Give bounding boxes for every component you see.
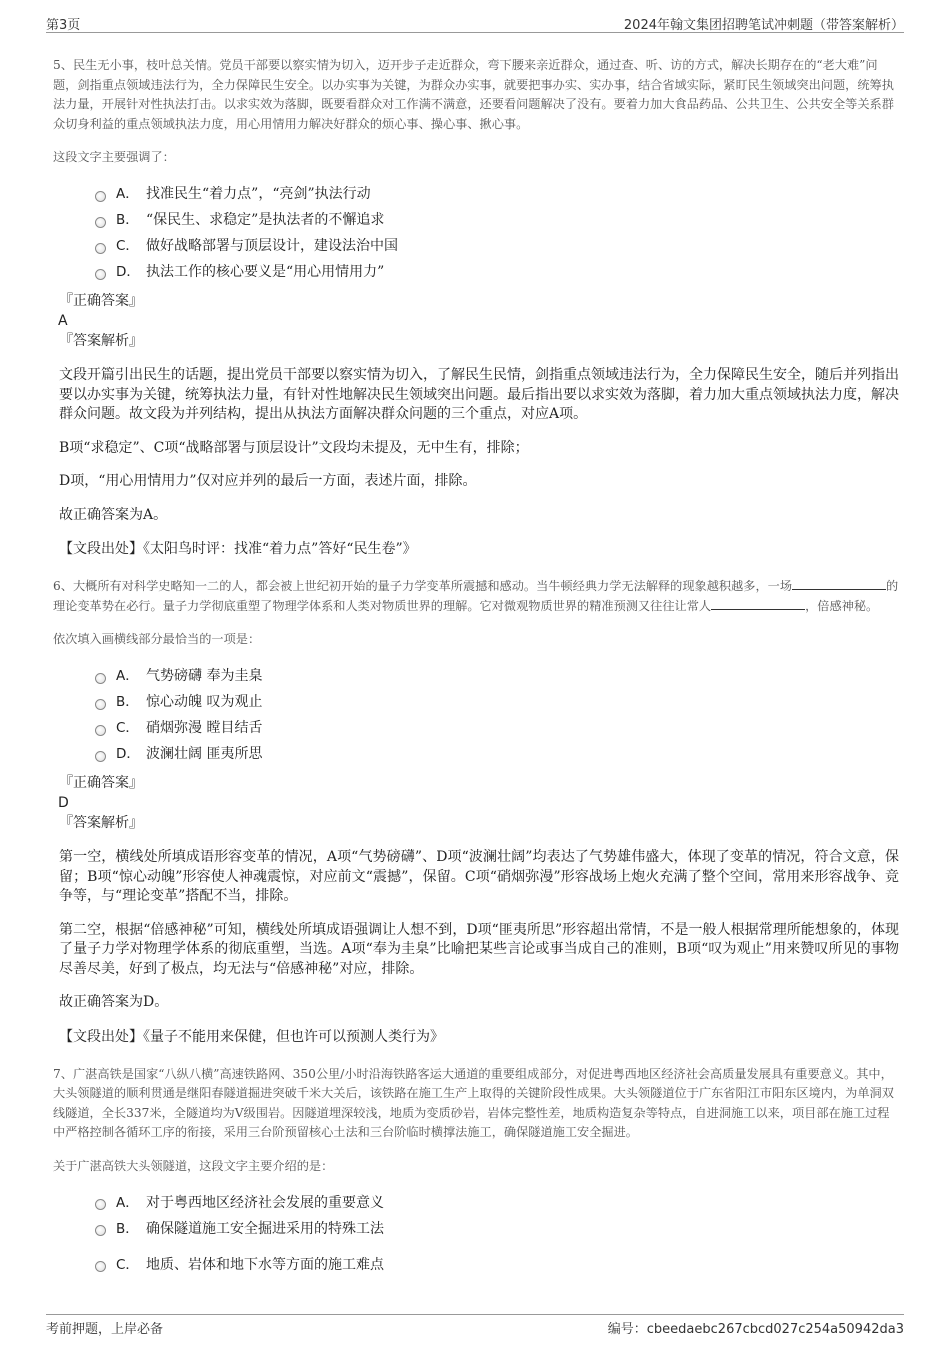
- source-line: 【文段出处】《量子不能用来保健，但也许可以预测人类行为》: [59, 1028, 444, 1045]
- document-code: 编号：cbeedaebc267cbcd027c254a50942da3: [607, 1322, 904, 1337]
- page-footer: [46, 1314, 904, 1335]
- radio-icon[interactable]: [95, 191, 106, 202]
- fill-blank: [711, 597, 805, 610]
- question-7: [53, 1065, 899, 1278]
- option-c[interactable]: C． 做好战略部署与顶层设计，建设法治中国: [95, 233, 899, 259]
- question-text: 6、大概所有对科学史略知一二的人，都会被上世纪初开始的量子力学变革所震撼和感动。当牛顿经典力学无法解释的现象越积越多，一场 的理论变革势在必行。量子力学彻底重塑了物理学体系和人类对物质世界的理解。它对微观物质世界的精准预测又往往让常人 ，倍感神秘。: [53, 579, 899, 613]
- question-prompt: 这段文字主要强调了：: [53, 150, 175, 164]
- options-list: [95, 663, 899, 767]
- question-prompt: 依次填入画横线部分最恰当的一项是：: [53, 632, 261, 646]
- footer-slogan: 考前押题，上岸必备: [46, 1322, 164, 1337]
- analysis-paragraph: 第二空，根据“倍感神秘”可知，横线处所填成语强调让人想不到，D项“匪夷所思”形容超出常情，不是一般人根据常理所能想象的，体现了量子力学对物理学体系的彻底重塑，当选。A项“奉为圭臬”比喻把某些言论或事当成自己的准则，B项“叹为观止”用来赞叹所见的事物尽善尽美，好到了极点，均无法与“倍感神秘”对应，排除。: [59, 921, 899, 977]
- question-prompt: 关于广湛高铁大头领隧道，这段文字主要介绍的是：: [53, 1158, 334, 1173]
- analysis-paragraph: 故正确答案为D。: [59, 994, 169, 1010]
- option-c[interactable]: C． 地质、岩体和地下水等方面的施工难点: [95, 1252, 899, 1278]
- answer-label: 『正确答案』: [59, 775, 143, 791]
- option-a[interactable]: A． 对于粤西地区经济社会发展的重要意义: [95, 1190, 899, 1216]
- document-title: 2024年翰文集团招聘笔试冲刺题（带答案解析）: [623, 18, 904, 33]
- source-line: 【文段出处】《太阳鸟时评：找准“着力点”答好“民生卷”》: [59, 541, 417, 557]
- radio-icon[interactable]: [95, 673, 106, 684]
- question-text: 7、广湛高铁是国家“八纵八横”高速铁路网、350公里/小时沿海铁路客运大通道的重要组成部分，对促进粤西地区经济社会高质量发展具有重要意义。其中，大头领隧道的顺利贯通是继阳春隧道掘进突破千米大关后，该铁路在施工生产上取得的关键阶段性成果。大头领隧道位于广东省阳江市阳东区境内，为单洞双线隧道，全长337米，全隧道均为V级围岩。因隧道埋深较浅，地质为变质砂岩，岩体完整性差，地质构造复杂等特点，自进洞施工以来，项目部在施工过程中严格控制各循环工序的衔接，采用三台阶预留核心土法和三台阶临时横撑法施工，确保隧道施工安全掘进。: [53, 1066, 894, 1139]
- page-number: 第3页: [46, 18, 81, 33]
- radio-icon[interactable]: [95, 1225, 106, 1236]
- analysis-paragraph: 第一空，横线处所填成语形容变革的情况，A项“气势磅礴”、D项“波澜壮阔”均表达了气势雄伟盛大，体现了变革的情况，符合文意，保留；B项“惊心动魄”形容使人神魂震惊，对应前文“震撼”，保留。C项“硝烟弥漫”形容战场上炮火充满了整个空间，常用来形容战争、竞争等，与“理论变革”搭配不当，排除。: [59, 849, 899, 904]
- analysis-paragraph: D项，“用心用情用力”仅对应并列的最后一方面，表述片面，排除。: [59, 473, 477, 489]
- radio-icon[interactable]: [95, 751, 106, 762]
- option-b[interactable]: B． 惊心动魄 叹为观止: [95, 689, 899, 715]
- analysis-paragraph: 文段开篇引出民生的话题，提出党员干部要以察实情为切入，了解民生民情，剑指重点领域违法行为，全力保障民生安全，随后并列指出要以办实事为关键，统筹执法力量，有针对性地解决民生领域突出问题。最后指出要以求实效为落脚，着力加大重点领域执法力度，解决群众问题。故文段为并列结构，提出从执法方面解决群众问题的三个重点，对应A项。: [59, 367, 899, 422]
- question-5: [53, 56, 899, 559]
- option-a[interactable]: A． 找准民生“着力点”，“亮剑”执法行动: [95, 181, 899, 207]
- question-text: 5、民生无小事，枝叶总关情。党员干部要以察实情为切入，迈开步子走近群众，弯下腰来亲近群众，通过查、听、访的方式，解决长期存在的“老大难”问题，剑指重点领域违法行为，全力保障民生安全。以办实事为关键，为群众办实事，就要把事办实、实办事，结合省域实际，紧盯民生领域突出问题，统筹执法力量，开展针对性执法打击。以求实效为落脚，既要看群众对工作满不满意，还要看问题解决了没有。要着力加大食品药品、公共卫生、公共安全等关系群众切身利益的重点领域执法力度，用心用情用力解决好群众的烦心事、操心事、揪心事。: [53, 58, 894, 131]
- option-b[interactable]: B． “保民生、求稳定”是执法者的不懈追求: [95, 207, 899, 233]
- option-d[interactable]: D． 执法工作的核心要义是“用心用情用力”: [95, 259, 899, 285]
- radio-icon[interactable]: [95, 1261, 106, 1272]
- radio-icon[interactable]: [95, 1199, 106, 1210]
- option-d[interactable]: D． 波澜壮阔 匪夷所思: [95, 741, 899, 767]
- option-c[interactable]: C． 硝烟弥漫 瞠目结舌: [95, 715, 899, 741]
- radio-icon[interactable]: [95, 269, 106, 280]
- option-a[interactable]: A． 气势磅礴 奉为圭臬: [95, 663, 899, 689]
- analysis-paragraph: 故正确答案为A。: [59, 506, 168, 523]
- radio-icon[interactable]: [95, 217, 106, 228]
- answer-label: 『正确答案』: [59, 293, 143, 309]
- options-list: [95, 1190, 899, 1278]
- radio-icon[interactable]: [95, 243, 106, 254]
- option-b[interactable]: B． 确保隧道施工安全掘进采用的特殊工法: [95, 1216, 899, 1242]
- analysis-label: 『答案解析』: [59, 815, 143, 831]
- page-header: [46, 12, 904, 33]
- fill-blank: [792, 577, 886, 590]
- analysis-label: 『答案解析』: [59, 333, 143, 349]
- analysis-paragraph: B项“求稳定”、C项“战略部署与顶层设计”文段均未提及，无中生有，排除；: [59, 439, 529, 456]
- radio-icon[interactable]: [95, 699, 106, 710]
- answer-value: D: [58, 795, 69, 811]
- options-list: [95, 181, 899, 285]
- radio-icon[interactable]: [95, 725, 106, 736]
- answer-value: A: [58, 313, 68, 329]
- question-6: [53, 577, 899, 1047]
- document-body: [53, 56, 899, 1284]
